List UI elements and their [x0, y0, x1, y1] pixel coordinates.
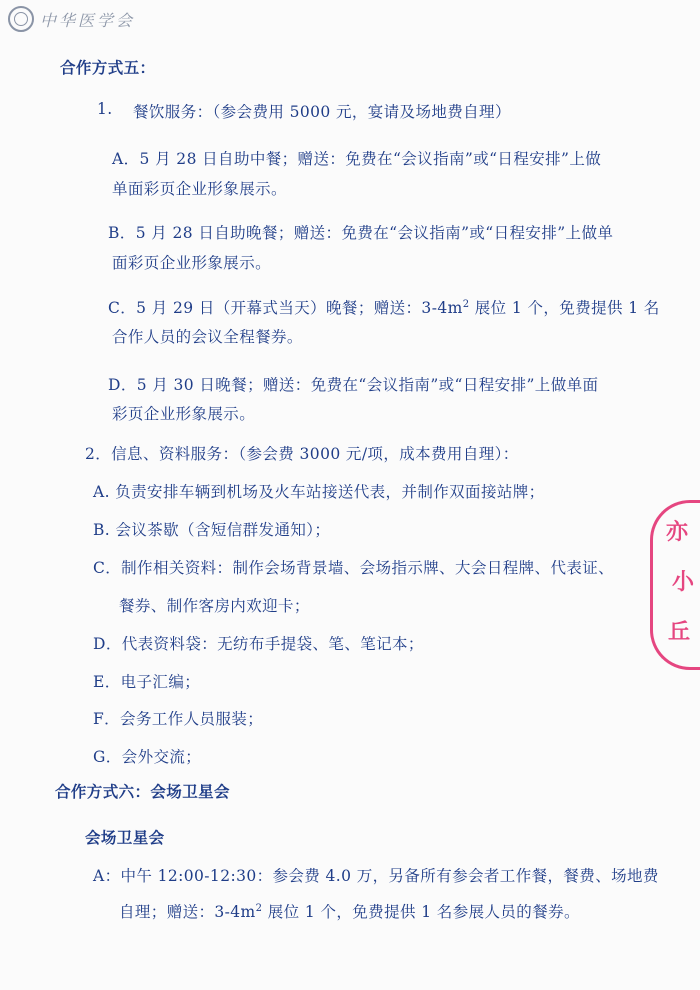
s5-2-e: E．电子汇编； [93, 673, 201, 691]
s5-item-d-line2: 彩页企业形象展示。 [112, 405, 256, 423]
s5-2-f: F．会务工作人员服装； [93, 710, 264, 728]
section6-title: 合作方式六：会场卫星会 [55, 783, 230, 801]
s5-item-b-line1: B．5 月 28 日自助晚餐；赠送：免费在“会议指南”或“日程安排”上做单 [108, 224, 614, 242]
s5-2-c-line1: C．制作相关资料：制作会场背景墙、会场指示牌、大会日程牌、代表证、 [93, 559, 615, 577]
section5-title: 合作方式五： [60, 59, 156, 77]
stamp-char-1: 亦 [666, 520, 689, 545]
stamp-char-3: 丘 [668, 620, 691, 645]
s5-item1-text: 餐饮服务：（参会费用 5000 元，宴请及场地费自理） [133, 103, 511, 121]
association-seal-icon [8, 6, 34, 32]
s5-2-d: D．代表资料袋：无纺布手提袋、笔、笔记本； [93, 635, 424, 653]
s5-2-a: A. 负责安排车辆到机场及火车站接送代表，并制作双面接站牌； [93, 483, 545, 501]
s5-item-b-line2: 面彩页企业形象展示。 [112, 254, 272, 272]
s5-item1-number: 1. [97, 100, 113, 118]
s6-item-a-line2: 自理；赠送：$3-4m^2$ 展位 1 个，免费提供 1 名参展人员的餐券。 [119, 903, 580, 921]
s5-item-c-line1: C．5 月 29 日（开幕式当天）晚餐；赠送：$3-4m^2$ 展位 1 个，免费提供 1 名 [108, 299, 660, 317]
s5-item2-title: 2．信息、资料服务：（参会费 3000 元/项，成本费用自理）： [85, 445, 519, 463]
header-logo [8, 4, 135, 34]
s5-2-b: B. 会议茶歇（含短信群发通知）； [93, 521, 331, 539]
s6-item-a-line1: A：中午 12:00-12:30：参会费 4.0 万，另备所有参会者工作餐，餐费、场地费 [93, 867, 659, 885]
stamp-char-2: 小 [672, 570, 695, 595]
s5-item-a-line2: 单面彩页企业形象展示。 [112, 180, 287, 198]
logo-text: 中华医学会 [40, 10, 136, 30]
s5-item-c-line2: 合作人员的会议全程餐券。 [112, 328, 303, 346]
s5-item-d-line1: D．5 月 30 日晚餐；赠送：免费在“会议指南”或“日程安排”上做单面 [108, 376, 599, 394]
section6-subtitle: 会场卫星会 [85, 829, 165, 847]
s5-2-c-line2: 餐券、制作客房内欢迎卡； [119, 597, 310, 615]
s5-2-g: G．会外交流； [93, 748, 202, 766]
s5-item-a-line1: A．5 月 28 日自助中餐；赠送：免费在“会议指南”或“日程安排”上做 [112, 150, 602, 168]
